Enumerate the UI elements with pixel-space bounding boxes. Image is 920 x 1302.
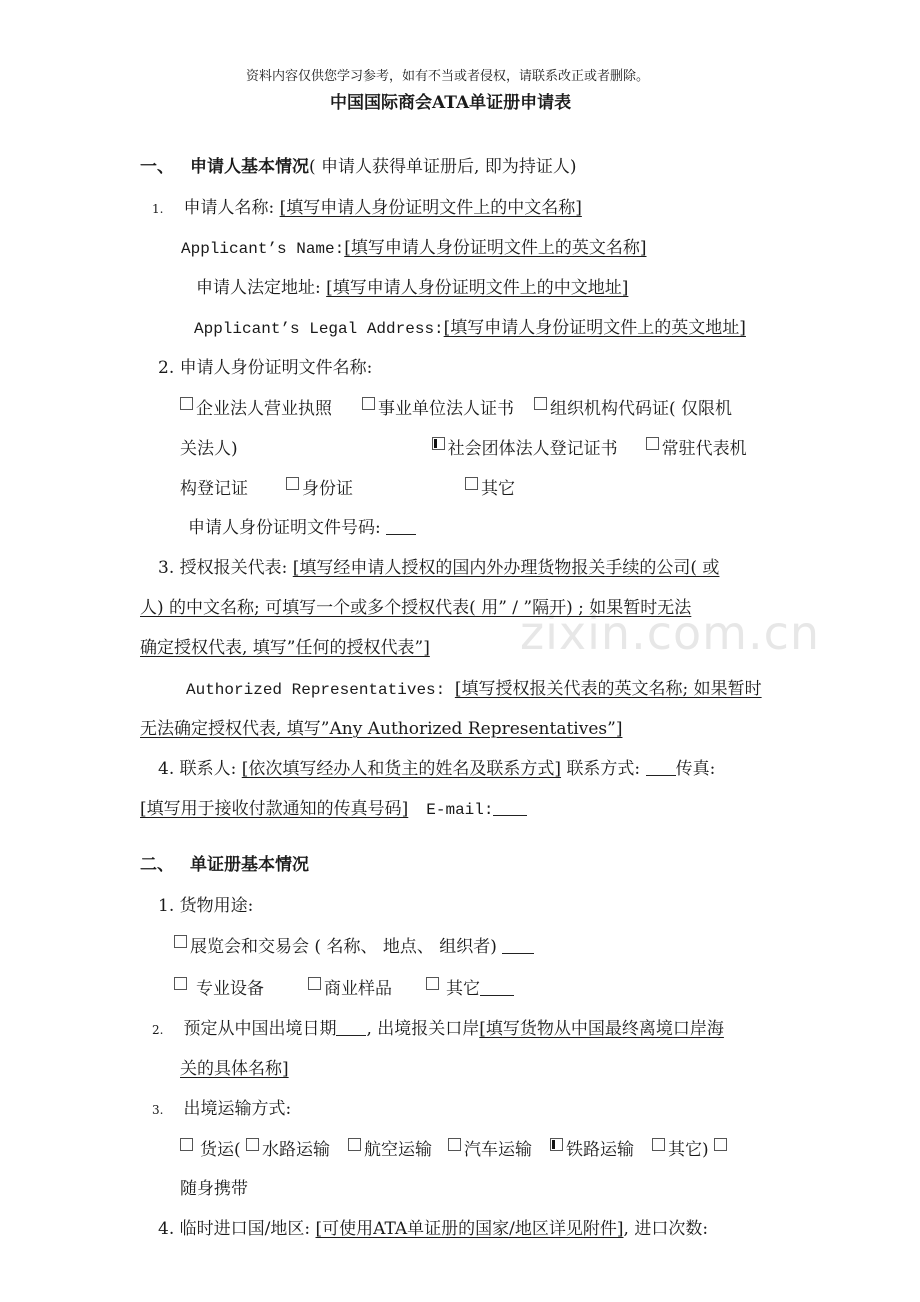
id-doc-options-row1 — [180, 397, 732, 420]
label-rep-office-cont: 构登记证 — [180, 479, 248, 499]
section1-title: 申请人基本情况 — [190, 157, 309, 177]
checkbox-purpose-other[interactable] — [426, 977, 439, 990]
authorized-rep-row — [158, 557, 719, 579]
label-purpose-other: 其它 — [446, 979, 480, 999]
transport-label: 出境运输方式: — [183, 1099, 292, 1119]
label-transport-other: 其它) — [668, 1140, 709, 1160]
label-id-card: 身份证 — [302, 479, 353, 499]
checkbox-rail[interactable] — [550, 1138, 563, 1151]
contact-method-label: 联系方式: — [566, 759, 641, 779]
checkbox-exhibition[interactable] — [174, 935, 187, 948]
checkbox-carry[interactable] — [714, 1138, 727, 1151]
section1-heading — [140, 156, 576, 178]
import-country-row — [158, 1218, 708, 1240]
authorized-rep-field-1[interactable]: [填写经申请人授权的国内外办理货物报关手续的公司( 或 — [292, 558, 720, 578]
applicant-name-field[interactable]: [填写申请人身份证明文件上的中文名称] — [279, 198, 582, 218]
checkbox-road[interactable] — [448, 1138, 461, 1151]
authorized-rep-field-2[interactable]: 人) 的中文名称; 可填写一个或多个授权代表( 用” / ”隔开) ; 如果暂时无法 — [140, 598, 692, 618]
contact-row — [158, 758, 715, 780]
contact-person-field[interactable]: [依次填写经办人和货主的姓名及联系方式] — [241, 759, 562, 779]
label-samples: 商业样品 — [324, 979, 392, 999]
contact-label: 4. 联系人: — [158, 759, 237, 779]
departure-date-label: 预定从中国出境日期 — [183, 1019, 337, 1039]
contact-method-field[interactable] — [646, 759, 676, 776]
label-org-code: 组织机构代码证( 仅限机 — [550, 399, 733, 419]
legal-address-label: 申请人法定地址: — [196, 278, 321, 298]
checkbox-rep-office[interactable] — [646, 437, 659, 450]
authorized-rep-en-row — [186, 678, 762, 701]
purpose-other-field[interactable] — [480, 979, 514, 996]
id-doc-type-label: 2. 申请人身份证明文件名称: — [158, 358, 373, 378]
label-other-id: 其它 — [481, 479, 515, 499]
authorized-rep-field-3[interactable]: 确定授权代表, 填写”任何的授权代表”] — [140, 638, 430, 658]
legal-address-en-label: Applicant’s Legal Address: — [194, 320, 444, 338]
departure-date-field[interactable] — [336, 1019, 366, 1036]
import-country-field[interactable]: [可使用ATA单证册的国家/地区详见附件] — [315, 1219, 624, 1239]
id-number-label: 申请人身份证明文件号码: — [188, 518, 381, 538]
section2-heading — [140, 854, 309, 876]
applicant-name-row — [152, 197, 582, 220]
label-water: 水路运输 — [262, 1140, 331, 1160]
fax-label: 传真: — [675, 759, 716, 779]
checkbox-institution[interactable] — [362, 397, 375, 410]
label-institution: 事业单位法人证书 — [378, 399, 514, 419]
authorized-rep-en-label: Authorized Representatives: — [186, 681, 446, 699]
checkbox-air[interactable] — [348, 1138, 361, 1151]
header-note: 资料内容仅供您学习参考，如有不当或者侵权，请联系改正或者删除。 — [246, 69, 650, 84]
label-freight: 货运( — [200, 1140, 241, 1160]
checkbox-org-code[interactable] — [534, 397, 547, 410]
label-rail: 铁路运输 — [566, 1140, 635, 1160]
purpose-row2 — [174, 977, 514, 1000]
legal-address-en-row — [194, 317, 746, 340]
exhibition-field[interactable] — [502, 937, 534, 954]
watermark: zixin.com.cn — [520, 606, 821, 660]
checkbox-water[interactable] — [246, 1138, 259, 1151]
fax-field[interactable]: [填写用于接收付款通知的传真号码] — [140, 799, 409, 819]
import-entries-label: , 进口次数: — [623, 1219, 709, 1239]
applicant-en-name-label: Applicant’s Name: — [181, 240, 345, 258]
id-number-row — [188, 517, 416, 539]
section2-num: 二、 — [140, 855, 174, 875]
transport-label-row — [152, 1098, 291, 1121]
departure-port-field-1[interactable]: [填写货物从中国最终离境口岸海 — [479, 1019, 724, 1039]
label-carry: 随身携带 — [180, 1179, 248, 1199]
page-title: 中国国际商会ATA单证册申请表 — [330, 93, 572, 113]
departure-port-field-2[interactable]: 关的具体名称] — [180, 1059, 289, 1079]
section1-subtitle: ( 申请人获得单证册后, 即为持证人) — [309, 157, 577, 177]
label-rep-office: 常驻代表机 — [661, 439, 747, 459]
email-label: E-mail: — [426, 801, 494, 819]
label-road: 汽车运输 — [464, 1140, 533, 1160]
authorized-rep-label: 3. 授权报关代表: — [158, 558, 288, 578]
label-pro-equipment: 专业设备 — [196, 979, 264, 999]
checkbox-business-license[interactable] — [180, 397, 193, 410]
checkbox-other-id[interactable] — [465, 477, 478, 490]
purpose-row1 — [174, 935, 534, 958]
id-doc-options-row2 — [180, 437, 747, 460]
authorized-rep-en-field-2[interactable]: 无法确定授权代表, 填写”Any Authorized Representatives”] — [140, 719, 623, 739]
goods-purpose-label: 1. 货物用途: — [158, 896, 254, 916]
id-doc-options-row3 — [180, 477, 515, 500]
section2-title: 单证册基本情况 — [190, 855, 309, 875]
email-field[interactable] — [493, 799, 527, 816]
departure-row — [152, 1018, 724, 1041]
id-number-field[interactable] — [386, 518, 416, 535]
checkbox-pro-equipment[interactable] — [174, 977, 187, 990]
label-exhibition: 展览会和交易会 ( 名称、 地点、 组织者) — [190, 937, 497, 957]
checkbox-social-org[interactable] — [432, 437, 445, 450]
label-air: 航空运输 — [364, 1140, 433, 1160]
checkbox-freight[interactable] — [180, 1138, 193, 1151]
authorized-rep-en-field-1[interactable]: [填写授权报关代表的英文名称; 如果暂时 — [454, 679, 762, 699]
item2-num: 2. — [152, 1023, 164, 1037]
transport-options-row — [180, 1138, 730, 1161]
item1-num: 1. — [152, 202, 164, 216]
label-business-license: 企业法人营业执照 — [196, 399, 332, 419]
legal-address-row — [196, 277, 628, 299]
legal-address-field[interactable]: [填写申请人身份证明文件上的中文地址] — [326, 278, 629, 298]
legal-address-en-field[interactable]: [填写申请人身份证明文件上的英文地址] — [443, 318, 746, 338]
applicant-name-label: 申请人名称: — [183, 198, 275, 218]
checkbox-id-card[interactable] — [286, 477, 299, 490]
checkbox-samples[interactable] — [308, 977, 321, 990]
applicant-en-name-row — [181, 237, 647, 260]
section1-num: 一、 — [140, 157, 174, 177]
departure-port-label: , 出境报关口岸 — [366, 1019, 480, 1039]
label-org-code-cont: 关法人) — [180, 439, 238, 459]
item3-num: 3. — [152, 1103, 164, 1117]
label-social-org: 社会团体法人登记证书 — [447, 439, 618, 459]
checkbox-transport-other[interactable] — [652, 1138, 665, 1151]
fax-row — [140, 798, 527, 821]
applicant-en-name-field[interactable]: [填写申请人身份证明文件上的英文名称] — [344, 238, 647, 258]
import-country-label: 4. 临时进口国/地区: — [158, 1219, 311, 1239]
